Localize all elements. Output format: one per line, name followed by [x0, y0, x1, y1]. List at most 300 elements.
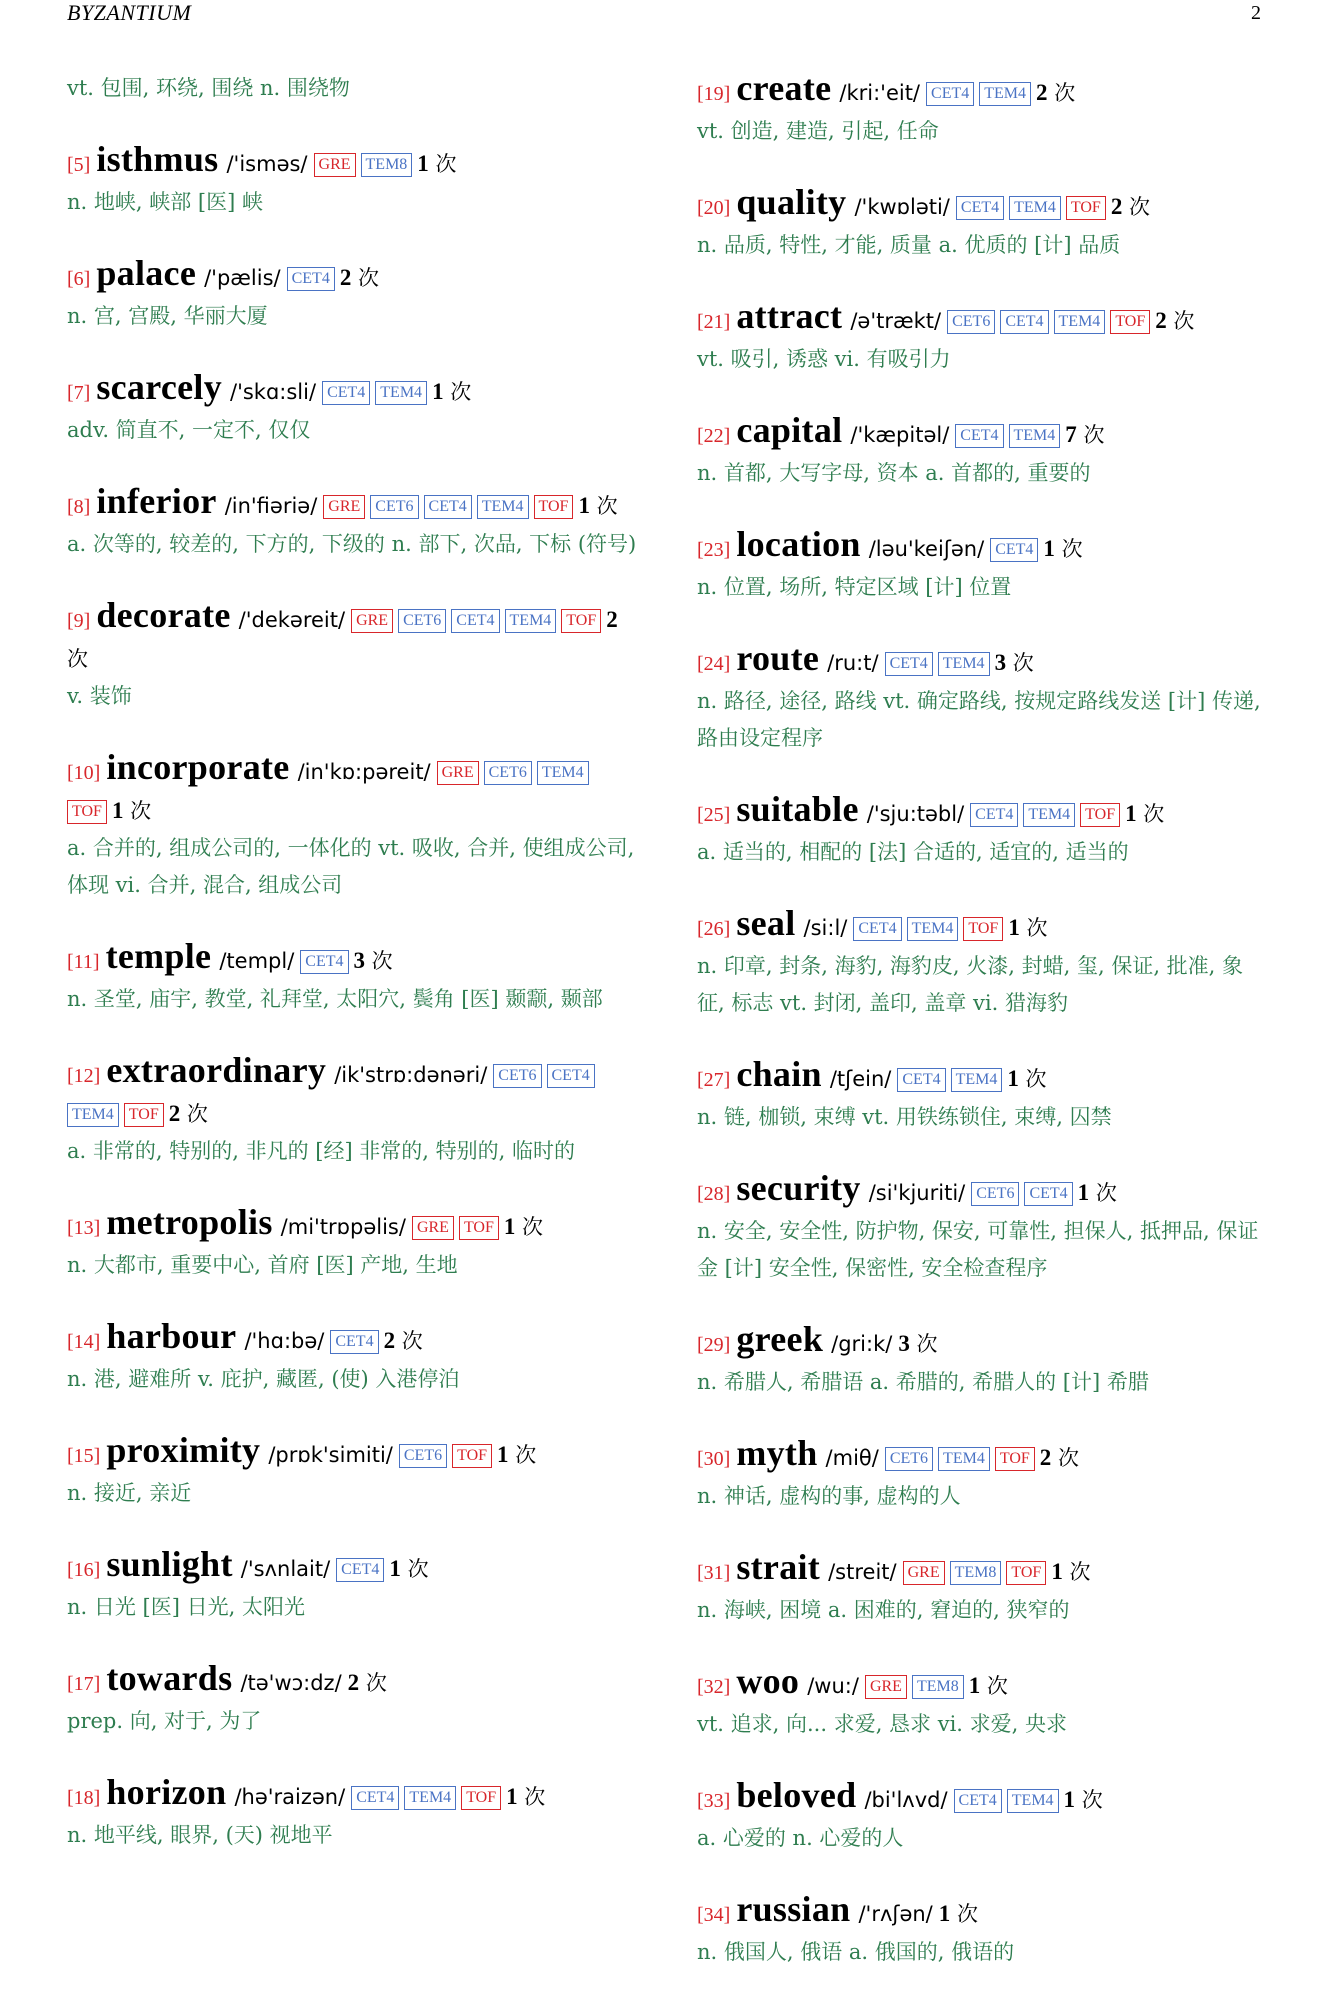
occurrence-count	[898, 1331, 937, 1356]
pronunciation: /ləu'keiʃən/	[868, 537, 985, 561]
count-number: 1	[968, 1673, 981, 1698]
definition: n. 大都市, 重要中心, 首府 [医] 产地, 生地	[67, 1253, 458, 1277]
vocab-entry	[67, 1318, 637, 1398]
exam-tag-gre: GRE	[903, 1561, 945, 1585]
entry-headline	[697, 1777, 1267, 1820]
count-suffix: 次	[1089, 1181, 1117, 1205]
left-column	[67, 70, 637, 1888]
entry-headline	[697, 184, 1267, 227]
pronunciation: /wu:/	[807, 1674, 859, 1698]
count-suffix: 次	[443, 380, 472, 404]
exam-tag-gre: GRE	[437, 761, 479, 785]
headword: towards	[106, 1658, 233, 1698]
count-number: 1	[1051, 1559, 1063, 1584]
count-number: 1	[506, 1784, 518, 1809]
exam-tag-tem4: TEM4	[1023, 803, 1075, 827]
exam-tag-tem4: TEM4	[404, 1786, 456, 1810]
vocab-entry	[67, 1660, 637, 1740]
entry-number: [17]	[67, 1673, 101, 1695]
count-number: 2	[347, 1670, 360, 1695]
entry-headline	[67, 1432, 637, 1475]
entry-headline	[697, 1321, 1267, 1364]
headword: extraordinary	[106, 1050, 327, 1090]
entry-number: [29]	[697, 1334, 731, 1356]
count-suffix: 次	[517, 1785, 546, 1809]
vocab-entry	[697, 1549, 1267, 1629]
pronunciation: /'hɑ:bə/	[244, 1329, 325, 1353]
definition: a. 心爱的 n. 心爱的人	[697, 1826, 904, 1850]
count-suffix: 次	[950, 1902, 978, 1926]
entry-number: [21]	[697, 311, 731, 333]
exam-tag-tem4: TEM4	[537, 761, 589, 785]
count-suffix: 次	[508, 1443, 537, 1467]
exam-tag-tem8: TEM8	[912, 1675, 964, 1699]
exam-tag-tem8: TEM8	[950, 1561, 1002, 1585]
entry-number: [11]	[67, 951, 100, 973]
entry-number: [6]	[67, 268, 91, 290]
exam-tag-tem4: TEM4	[907, 917, 959, 941]
occurrence-count	[389, 1556, 428, 1581]
pronunciation: /ik'strɒ:dənəri/	[334, 1063, 488, 1087]
definition: n. 圣堂, 庙宇, 教堂, 礼拜堂, 太阳穴, 鬓角 [医] 颞颥, 颞部	[67, 987, 603, 1011]
exam-tag-cet4: CET4	[287, 267, 335, 291]
vocab-entry	[67, 141, 637, 221]
count-number: 1	[417, 151, 429, 176]
vocab-entry	[67, 938, 637, 1018]
count-suffix: 次	[395, 1329, 423, 1353]
entry-headline	[697, 70, 1267, 113]
count-suffix: 次	[1075, 1788, 1103, 1812]
occurrence-count	[432, 379, 471, 404]
occurrence-count	[354, 948, 393, 973]
headword: russian	[736, 1889, 851, 1929]
definition: n. 接近, 亲近	[67, 1481, 192, 1505]
vocab-entry	[697, 1663, 1267, 1743]
entry-headline	[697, 791, 1267, 834]
definition: vt. 创造, 建造, 引起, 任命	[697, 119, 939, 143]
entry-number: [25]	[697, 804, 731, 826]
entry-number: [14]	[67, 1331, 101, 1353]
occurrence-count	[1065, 422, 1104, 447]
count-number: 1	[432, 379, 444, 404]
entry-headline	[697, 298, 1267, 341]
definition: adv. 简直不, 一定不, 仅仅	[67, 418, 311, 442]
exam-tag-cet4: CET4	[451, 609, 499, 633]
entry-number: [27]	[697, 1069, 731, 1091]
count-number: 1	[1043, 536, 1055, 561]
entry-number: [28]	[697, 1183, 731, 1205]
headword: suitable	[736, 789, 859, 829]
entry-headline	[697, 1663, 1267, 1706]
count-suffix: 次	[123, 799, 152, 823]
headword: proximity	[106, 1430, 261, 1470]
count-number: 1	[497, 1442, 509, 1467]
entry-headline	[67, 1318, 637, 1361]
headword: myth	[736, 1433, 818, 1473]
entry-headline	[697, 640, 1267, 683]
definition: n. 海峡, 困境 a. 困难的, 窘迫的, 狭窄的	[697, 1598, 1070, 1622]
exam-tag-tem4: TEM4	[938, 652, 990, 676]
occurrence-count	[112, 798, 151, 823]
headword: beloved	[736, 1775, 857, 1815]
count-number: 2	[1036, 80, 1048, 105]
entry-number: [7]	[67, 382, 91, 404]
exam-tag-cet4: CET4	[1024, 1182, 1072, 1206]
definition: n. 位置, 场所, 特定区域 [计] 位置	[697, 575, 1012, 599]
occurrence-count	[506, 1784, 545, 1809]
vocab-entry	[697, 1435, 1267, 1515]
exam-tag-cet6: CET6	[399, 1444, 447, 1468]
entry-number: [23]	[697, 539, 731, 561]
entry-number: [26]	[697, 918, 731, 940]
definition: a. 适当的, 相配的 [法] 合适的, 适宜的, 适当的	[697, 840, 1129, 864]
vocab-entry	[697, 412, 1267, 492]
pronunciation: /prɒk'simiti/	[268, 1443, 393, 1467]
count-suffix: 次	[515, 1215, 544, 1239]
count-number: 1	[1063, 1787, 1076, 1812]
exam-tag-tem4: TEM4	[1009, 196, 1061, 220]
entry-headline	[67, 597, 637, 678]
headword: isthmus	[96, 139, 219, 179]
exam-tag-cet4: CET4	[956, 196, 1004, 220]
exam-tag-tem4: TEM4	[375, 381, 427, 405]
exam-tag-tem4: TEM4	[477, 495, 529, 519]
exam-tag-cet6: CET6	[885, 1447, 933, 1471]
entry-number: [8]	[67, 496, 91, 518]
exam-tag-cet4: CET4	[990, 538, 1038, 562]
pronunciation: /'sʌnlait/	[240, 1557, 331, 1581]
vocab-entry	[697, 905, 1267, 1022]
occurrence-count	[1007, 1066, 1046, 1091]
pronunciation: /'rʌʃən/	[858, 1902, 933, 1926]
exam-tag-tof: TOF	[1006, 1561, 1046, 1585]
headword: chain	[736, 1054, 822, 1094]
entry-headline	[67, 1052, 637, 1133]
definition: n. 路径, 途径, 路线 vt. 确定路线, 按规定路线发送 [计] 传递, 路由设定程序	[697, 689, 1261, 750]
headword: palace	[96, 253, 197, 293]
exam-tag-tem4: TEM4	[505, 609, 557, 633]
occurrence-count	[1040, 1445, 1079, 1470]
headword: create	[736, 68, 832, 108]
exam-tag-tem4: TEM4	[979, 82, 1031, 106]
entry-headline	[697, 1056, 1267, 1099]
entry-number: [24]	[697, 653, 731, 675]
pronunciation: /templ/	[219, 949, 295, 973]
count-suffix: 次	[980, 1674, 1008, 1698]
vocab-entry	[697, 1056, 1267, 1136]
occurrence-count	[995, 650, 1034, 675]
occurrence-count	[1111, 194, 1150, 219]
entry-number: [20]	[697, 197, 731, 219]
count-number: 2	[1155, 308, 1167, 333]
count-suffix: 次	[1006, 651, 1034, 675]
definition: n. 宫, 宫殿, 华丽大厦	[67, 304, 268, 328]
definition: n. 希腊人, 希腊语 a. 希腊的, 希腊人的 [计] 希腊	[697, 1370, 1149, 1394]
count-suffix: 次	[1019, 916, 1048, 940]
headword: greek	[736, 1319, 824, 1359]
occurrence-count	[1125, 801, 1164, 826]
definition: a. 非常的, 特别的, 非凡的 [经] 非常的, 特别的, 临时的	[67, 1139, 576, 1163]
definition: a. 次等的, 较差的, 下方的, 下级的 n. 部下, 次品, 下标 (符号)	[67, 532, 637, 556]
exam-tag-cet6: CET6	[493, 1064, 541, 1088]
definition: n. 地峡, 峡部 [医] 峡	[67, 190, 263, 214]
count-suffix: 次	[589, 494, 618, 518]
exam-tag-cet6: CET6	[370, 495, 418, 519]
headword: security	[736, 1168, 861, 1208]
pronunciation: /'dekəreit/	[238, 608, 346, 632]
count-suffix: 次	[1136, 802, 1165, 826]
vocab-entry	[697, 640, 1267, 757]
headword: capital	[736, 410, 843, 450]
count-suffix: 次	[1062, 1560, 1091, 1584]
occurrence-count	[504, 1214, 543, 1239]
entry-number: [18]	[67, 1787, 101, 1809]
definition: n. 安全, 安全性, 防护物, 保安, 可靠性, 担保人, 抵押品, 保证金 [计] 安全性, 保密性, 安全检查程序	[697, 1219, 1259, 1280]
exam-tag-tof: TOF	[1080, 803, 1120, 827]
definition: prep. 向, 对于, 为了	[67, 1709, 262, 1733]
entry-headline	[67, 749, 637, 830]
occurrence-count	[340, 265, 379, 290]
exam-tag-tof: TOF	[67, 800, 107, 824]
entry-headline	[67, 1546, 637, 1589]
headword: route	[736, 638, 820, 678]
vocab-entry	[67, 369, 637, 449]
count-number: 1	[938, 1901, 951, 1926]
exam-tag-gre: GRE	[412, 1216, 454, 1240]
entry-headline	[697, 526, 1267, 569]
headword: sunlight	[106, 1544, 233, 1584]
exam-tag-tem4: TEM4	[67, 1103, 119, 1127]
right-column	[697, 70, 1267, 2005]
exam-tag-tem4: TEM4	[951, 1068, 1003, 1092]
vocab-entry	[67, 1774, 637, 1854]
occurrence-count	[578, 493, 617, 518]
definition: n. 港, 避难所 v. 庇护, 藏匿, (使) 入港停泊	[67, 1367, 460, 1391]
exam-tag-cet4: CET4	[885, 652, 933, 676]
occurrence-count	[348, 1670, 387, 1695]
exam-tag-gre: GRE	[323, 495, 365, 519]
definition: n. 印章, 封条, 海豹, 海豹皮, 火漆, 封蜡, 玺, 保证, 批准, 象征, 标志 vt. 封闭, 盖印, 盖章 vi. 猎海豹	[697, 954, 1244, 1015]
count-suffix: 次	[1076, 423, 1105, 447]
headword: metropolis	[106, 1202, 273, 1242]
entry-number: [32]	[697, 1676, 731, 1698]
pronunciation: /bi'lʌvd/	[864, 1788, 948, 1812]
exam-tag-cet6: CET6	[947, 310, 995, 334]
exam-tag-cet4: CET4	[336, 1558, 384, 1582]
headword: quality	[736, 182, 847, 222]
pronunciation: /tə'wɔ:dz/	[240, 1671, 342, 1695]
pronunciation: /si:l/	[803, 916, 848, 940]
headword: harbour	[106, 1316, 237, 1356]
headword: incorporate	[106, 747, 290, 787]
count-suffix: 次	[1122, 195, 1151, 219]
vocab-entry	[697, 70, 1267, 150]
definition: n. 首都, 大写字母, 资本 a. 首都的, 重要的	[697, 461, 1091, 485]
headword: strait	[736, 1547, 821, 1587]
count-number: 2	[339, 265, 352, 290]
exam-tag-tof: TOF	[459, 1216, 499, 1240]
occurrence-count	[1043, 536, 1082, 561]
vocab-entry	[697, 526, 1267, 606]
exam-tag-cet4: CET4	[300, 950, 348, 974]
entry-headline	[697, 905, 1267, 948]
occurrence-count	[1036, 80, 1075, 105]
pronunciation: /streit/	[828, 1560, 897, 1584]
entry-number: [5]	[67, 154, 91, 176]
exam-tag-tof: TOF	[461, 1786, 501, 1810]
entry-headline	[67, 1774, 637, 1817]
vocab-entry	[67, 1052, 637, 1170]
exam-tag-cet4: CET4	[970, 803, 1018, 827]
entry-number: [30]	[697, 1448, 731, 1470]
definition: vt. 追求, 向... 求爱, 恳求 vi. 求爱, 央求	[697, 1712, 1068, 1736]
entry-headline	[697, 1170, 1267, 1213]
exam-tag-gre: GRE	[351, 609, 393, 633]
count-suffix: 次	[909, 1332, 938, 1356]
pronunciation: /in'kɒ:pəreit/	[297, 760, 431, 784]
count-number: 2	[1110, 194, 1123, 219]
count-suffix: 次	[359, 1671, 387, 1695]
vocab-entry	[67, 483, 637, 563]
vocab-entry	[67, 749, 637, 904]
exam-tag-gre: GRE	[865, 1675, 907, 1699]
definition: a. 合并的, 组成公司的, 一体化的 vt. 吸收, 合并, 使组成公司, 体现 vi. 合并, 混合, 组成公司	[67, 836, 635, 897]
exam-tag-gre: GRE	[314, 153, 356, 177]
occurrence-count	[939, 1901, 978, 1926]
count-number: 3	[353, 948, 365, 973]
exam-tag-cet4: CET4	[330, 1330, 378, 1354]
exam-tag-tof: TOF	[534, 495, 574, 519]
headword: temple	[105, 936, 212, 976]
entry-headline	[697, 412, 1267, 455]
headword: horizon	[106, 1772, 227, 1812]
vocab-entry	[67, 1546, 637, 1626]
exam-tag-cet4: CET4	[547, 1064, 595, 1088]
pronunciation: /'kæpitəl/	[850, 423, 950, 447]
occurrence-count	[1051, 1559, 1090, 1584]
pronunciation: /'skɑ:sli/	[230, 380, 317, 404]
definition: n. 俄国人, 俄语 a. 俄国的, 俄语的	[697, 1940, 1015, 1964]
vocab-entry	[697, 298, 1267, 378]
entry-number: [22]	[697, 425, 731, 447]
occurrence-count	[384, 1328, 423, 1353]
pronunciation: /si'kjuriti/	[868, 1181, 966, 1205]
pronunciation: /ru:t/	[827, 651, 879, 675]
headword: seal	[736, 903, 796, 943]
exam-tag-cet4: CET4	[322, 381, 370, 405]
occurrence-count	[1008, 915, 1047, 940]
entry-headline	[67, 1660, 637, 1703]
exam-tag-cet4: CET4	[926, 82, 974, 106]
headword: decorate	[96, 595, 231, 635]
vocab-entry	[67, 1204, 637, 1284]
occurrence-count	[1078, 1180, 1117, 1205]
exam-tag-cet4: CET4	[351, 1786, 399, 1810]
vocab-entry	[67, 597, 637, 715]
exam-tag-tof: TOF	[995, 1447, 1035, 1471]
definition: vt. 吸引, 诱惑 vi. 有吸引力	[697, 347, 951, 371]
definition: n. 地平线, 眼界, (天) 视地平	[67, 1823, 333, 1847]
entry-number: [19]	[697, 83, 731, 105]
exam-tag-cet4: CET4	[424, 495, 472, 519]
vocab-entry	[697, 1170, 1267, 1287]
entry-headline	[67, 1204, 637, 1247]
count-suffix: 次	[1054, 537, 1083, 561]
count-number: 1	[1077, 1180, 1090, 1205]
exam-tag-tem4: TEM4	[938, 1447, 990, 1471]
exam-tag-cet4: CET4	[853, 917, 901, 941]
vocab-entry	[697, 791, 1267, 871]
vocab-entry	[697, 1777, 1267, 1857]
exam-tag-cet4: CET4	[1000, 310, 1048, 334]
entry-number: [12]	[67, 1065, 101, 1087]
entry-headline	[697, 1435, 1267, 1478]
definition: vt. 包围, 环绕, 围绕 n. 围绕物	[67, 76, 350, 100]
entry-headline	[67, 483, 637, 526]
exam-tag-cet4: CET4	[954, 1789, 1002, 1813]
exam-tag-cet6: CET6	[484, 761, 532, 785]
count-number: 1	[1007, 1066, 1019, 1091]
entry-headline	[697, 1549, 1267, 1592]
pronunciation: /mi'trɒpəlis/	[280, 1215, 406, 1239]
exam-tag-tof: TOF	[452, 1444, 492, 1468]
exam-tag-tof: TOF	[124, 1103, 164, 1127]
entry-number: [33]	[697, 1790, 731, 1812]
exam-tag-cet4: CET4	[955, 424, 1003, 448]
count-suffix: 次	[1018, 1067, 1047, 1091]
definition: v. 装饰	[67, 684, 132, 708]
occurrence-count	[169, 1101, 208, 1126]
pronunciation: /'sju:təbl/	[866, 802, 965, 826]
pronunciation: /miθ/	[825, 1446, 879, 1470]
vocab-entry	[697, 1321, 1267, 1401]
pronunciation: /tʃein/	[829, 1067, 892, 1091]
entry-number: [31]	[697, 1562, 731, 1584]
count-suffix: 次	[351, 266, 379, 290]
count-number: 7	[1065, 422, 1077, 447]
occurrence-count	[1155, 308, 1194, 333]
pronunciation: /'pælis/	[204, 266, 281, 290]
count-number: 1	[1008, 915, 1020, 940]
headword: woo	[736, 1661, 800, 1701]
count-suffix: 次	[428, 152, 457, 176]
exam-tag-tof: TOF	[1110, 310, 1150, 334]
entry-number: [34]	[697, 1904, 731, 1926]
entry-headline	[67, 141, 637, 184]
page-number: 2	[1251, 2, 1261, 24]
count-suffix: 次	[1051, 1446, 1079, 1470]
exam-tag-tof: TOF	[561, 609, 601, 633]
entry-headline	[697, 1891, 1267, 1934]
definition: n. 链, 枷锁, 束缚 vt. 用铁练锁住, 束缚, 囚禁	[697, 1105, 1112, 1129]
exam-tag-cet4: CET4	[897, 1068, 945, 1092]
pronunciation: /in'fiəriə/	[224, 494, 318, 518]
headword: location	[736, 524, 861, 564]
headword: scarcely	[96, 367, 223, 407]
entry-number: [15]	[67, 1445, 101, 1467]
vocab-entry	[697, 1891, 1267, 1971]
count-number: 2	[606, 607, 618, 632]
pronunciation: /gri:k/	[831, 1332, 893, 1356]
pronunciation: /kri:'eit/	[839, 81, 921, 105]
entry-number: [9]	[67, 610, 91, 632]
lead-definition-entry	[67, 70, 637, 107]
entry-number: [16]	[67, 1559, 101, 1581]
count-number: 2	[168, 1101, 181, 1126]
exam-tag-tem4: TEM4	[1009, 424, 1061, 448]
entry-number: [10]	[67, 762, 101, 784]
pronunciation: /'kwɒləti/	[854, 195, 950, 219]
